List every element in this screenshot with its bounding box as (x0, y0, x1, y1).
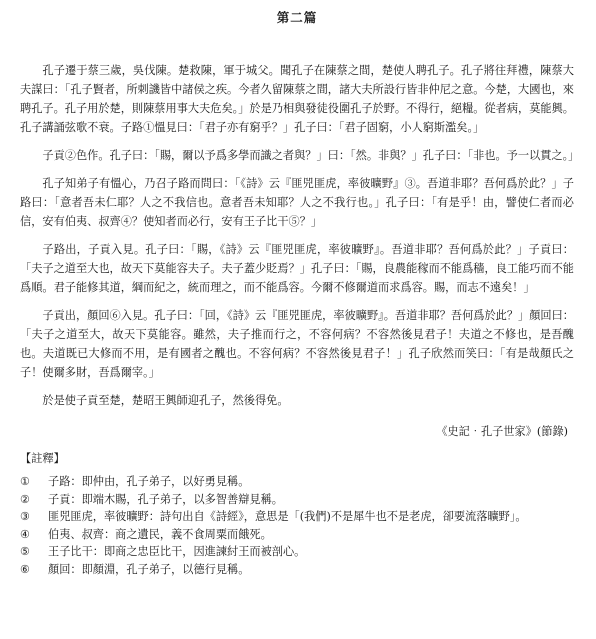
main-text (20, 61, 580, 410)
note-item (20, 561, 574, 579)
paragraph-4: 子路出，子貢入見。孔子曰：「賜，《詩》云『匪兕匪虎，率彼曠野』。吾道非耶？吾何爲於此？」子貢曰：「夫子之道至大也，故天下莫能容夫子。夫子蓋少貶焉？」孔子曰：「賜，良農能稼而不能爲穡，良工能巧而不能爲順。君子能修其道，綱而紀之，統而理之，而不能爲容。今爾不修爾道而求爲容。賜，而志不遠矣！」 (20, 243, 574, 294)
note-text: 子貢：即端木賜，孔子弟子，以多智善辯見稱。 (48, 492, 283, 506)
note-number: ③ (20, 510, 31, 523)
notes-list (20, 473, 574, 578)
paragraph-5: 子貢出，顏回⑥入見。孔子曰：「回，《詩》云『匪兕匪虎，率彼曠野』。吾道非耶？吾何爲於此？」顏回曰：「夫子之道至大，故天下莫能容。雖然，夫子推而行之，不容何病？不容然後見君子！夫道之不修也，是吾醜也。夫道既已大修而不用，是有國者之醜也。不容何病？不容然後見君子！」孔子欣然而笑曰：「有是哉顏氏之子！使爾多財，吾爲爾宰。」 (20, 309, 574, 379)
note-number: ⑥ (20, 562, 31, 576)
paragraph-2: 子貢②色作。孔子曰：「賜，爾以予爲多學而識之者與？」曰：「然。非與？」孔子曰：「非也。予一以貫之。」 (42, 149, 580, 162)
paragraph-1: 孔子遷于蔡三歲，吳伐陳。楚救陳，軍于城父。聞孔子在陳蔡之間，楚使人聘孔子。孔子將往拜禮，陳蔡大夫謀曰：「孔子賢者，所刺譏皆中諸侯之疾。今者久留陳蔡之間，諸大夫所設行皆非仲尼之意。今楚，大國也，來聘孔子。孔子用於楚，則陳蔡用事大夫危矣。」於是乃相與發徒役圍孔子於野。不得行，絕糧。從者病，莫能興。孔子講誦弦歌不衰。子路①慍見曰：「君子亦有窮乎？」孔子曰：「君子固窮，小人窮斯濫矣。」 (20, 64, 574, 134)
note-item (20, 508, 574, 526)
note-item (20, 526, 574, 544)
page-title: 第二篇 (276, 10, 318, 25)
note-item (20, 473, 574, 491)
note-text: 王子比干：即商之忠臣比干，因進諫紂王而被剖心。 (48, 545, 306, 558)
note-number: ④ (20, 527, 31, 541)
note-item (20, 491, 574, 509)
paragraph-6: 於是使子貢至楚，楚昭王興師迎孔子，然後得免。 (42, 394, 289, 407)
note-text: 匪兕匪虎，率彼曠野：詩句出自《詩經》，意思是「(我們)不是犀牛也不是老虎，卻要流落曠野」。 (48, 510, 527, 523)
source-citation: 《史記‧孔子世家》(節錄) (436, 425, 568, 438)
note-item (20, 543, 574, 561)
note-text: 顏回：即顏淵，孔子弟子，以德行見稱。 (48, 562, 250, 576)
note-text: 伯夷、叔齊：商之遺民，義不食周粟而餓死。 (48, 527, 272, 541)
note-number: ① (20, 475, 31, 488)
note-number: ⑤ (20, 545, 31, 558)
note-text: 子路：即仲由，孔子弟子，以好勇見稱。 (48, 475, 250, 488)
notes-heading: 【註釋】 (20, 452, 65, 465)
paragraph-3: 孔子知弟子有慍心，乃召子路而問曰：「《詩》云『匪兕匪虎，率彼曠野』③。吾道非耶？吾何爲於此？」子路曰：「意者吾未仁耶？人之不我信也。意者吾未知耶？人之不我行也。」孔子曰：「有是乎！由，譬使仁者而必信，安有伯夷、叔齊④？使知者而必行，安有王子比干⑤？」 (20, 177, 574, 228)
note-number: ② (20, 492, 31, 506)
